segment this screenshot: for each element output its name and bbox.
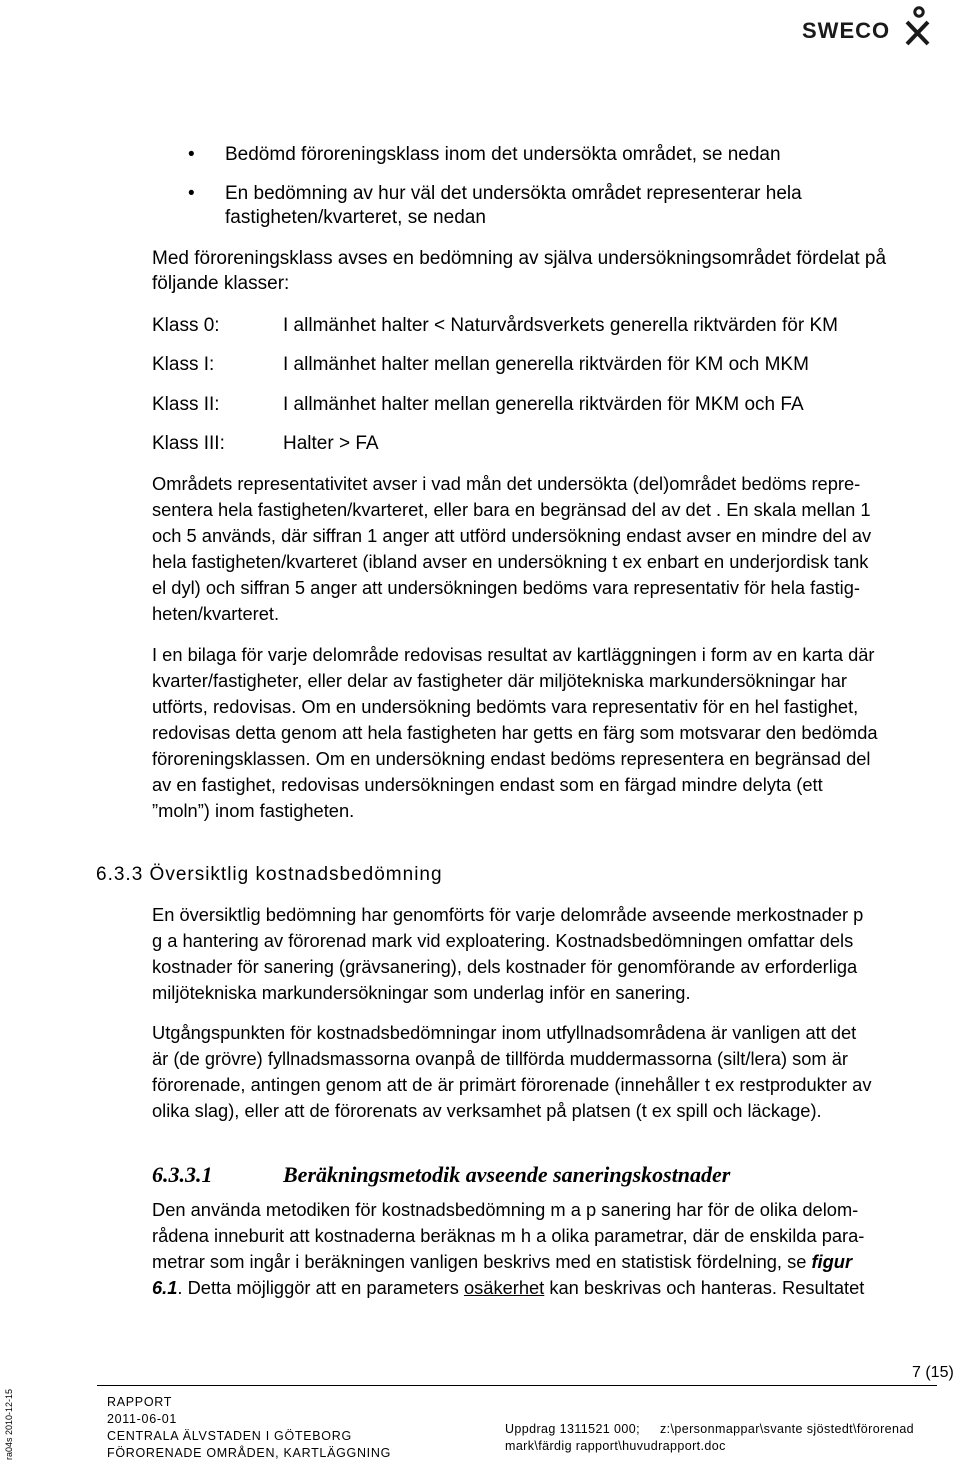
text-line: g a hantering av förorenad mark vid exploatering. Kostnadsbedömningen omfattar dels <box>152 930 854 951</box>
text-line <box>152 1249 952 1275</box>
footer-assignment: Uppdrag 1311521 000; <box>505 1422 640 1436</box>
side-template-mark: ra04s 2010-12-15 <box>4 1388 14 1460</box>
text-run: metrar som ingår i beräkningen vanligen beskrivs med en statistisk fördelning, se <box>152 1251 812 1272</box>
footer-subject: FÖRORENADE OMRÅDEN, KARTLÄGGNING <box>107 1446 392 1460</box>
page-number: 7 (15) <box>912 1364 954 1381</box>
text-line: el dyl) och siffran 5 anger att undersökningen bedöms vara representativ för hela fastig- <box>152 577 860 598</box>
sweco-mark-icon <box>902 6 932 46</box>
bullet-dot: • <box>188 183 195 204</box>
text-line: kostnader för sanering (grävsanering), dels kostnader för genomförande av erforderliga <box>152 956 858 977</box>
class-label: Klass I: <box>152 354 215 375</box>
text-line: och 5 används, där siffran 1 anger att utförd undersökning endast avser en mindre del av <box>152 525 872 546</box>
footer-divider <box>97 1385 937 1386</box>
text-line: I en bilaga för varje delområde redovisas resultat av kartläggningen i form av en karta där <box>152 644 875 665</box>
figure-reference[interactable]: figur <box>811 1251 853 1272</box>
text-line: rådena inneburit att kostnaderna beräknas m h a olika parametrar, där de enskilda para- <box>152 1225 865 1246</box>
subsection-number: 6.3.3.1 <box>152 1162 213 1187</box>
figure-reference[interactable]: 6.1 <box>152 1277 178 1298</box>
text-line: är (de grövre) fyllnadsmassorna ovanpå de tillförda muddermassorna (silt/lera) som är <box>152 1048 848 1069</box>
footer-doc-type: RAPPORT <box>107 1395 173 1409</box>
paragraph-starting-point <box>152 1020 952 1124</box>
bullet-dot: • <box>188 144 195 165</box>
text-line: hela fastigheten/kvarteret (ibland avser en undersökning t ex enbart en underjordisk tank <box>152 551 869 572</box>
underlined-term: osäkerhet <box>463 1277 545 1298</box>
text-line: miljötekniska markundersökningar som underlag inför en sanering. <box>152 982 691 1003</box>
footer-date: 2011-06-01 <box>107 1412 178 1426</box>
footer-project: CENTRALA ÄLVSTADEN I GÖTEBORG <box>107 1429 352 1443</box>
text-line: kvarter/fastigheter, eller delar av fastigheter där miljötekniska markundersökningar har <box>152 670 848 691</box>
class-description: I allmänhet halter mellan generella riktvärden för KM och MKM <box>283 354 809 375</box>
bullet-item: En bedömning av hur väl det undersökta området representerar hela <box>225 183 802 204</box>
paragraph-representativity <box>152 471 952 627</box>
class-label: Klass 0: <box>152 315 220 336</box>
text-run: kan beskrivas och hanteras. Resultatet <box>544 1277 865 1298</box>
footer-path-continued: mark\färdig rapport\huvudrapport.doc <box>505 1439 726 1453</box>
subsection-heading: Beräkningsmetodik avseende saneringskostnader <box>283 1162 731 1187</box>
text-run: . Detta möjliggör att en parameters <box>177 1277 464 1298</box>
footer-path: z:\personmappar\svante sjöstedt\förorenad <box>660 1422 915 1436</box>
text-line: Områdets representativitet avser i vad mån det undersökta (del)området bedöms repre- <box>152 473 861 494</box>
sweco-logo <box>802 6 932 48</box>
text-line: Den använda metodiken för kostnadsbedömning m a p sanering har för de olika delom- <box>152 1199 859 1220</box>
paragraph-cost-assessment <box>152 902 952 1006</box>
text-line: utförts, redovisas. Om en undersökning bedömts vara representativ för en hel fastighet, <box>152 696 859 717</box>
logo-text: SWECO <box>802 18 891 43</box>
text-line: förorenade, antingen genom att de är primärt förorenade (innehåller t ex restprodukter av <box>152 1074 872 1095</box>
intro-line: Med föroreningsklass avses en bedömning av själva undersökningsområdet fördelat på <box>152 248 887 269</box>
text-line: redovisas detta genom att hela fastigheten har getts en färg som motsvarar den bedömda <box>152 722 878 743</box>
text-line: föroreningsklassen. Om en undersökning endast bedöms representera en begränsad del <box>152 748 871 769</box>
paragraph-method <box>152 1197 952 1301</box>
text-line: sentera hela fastigheten/kvarteret, eller bara en begränsad del av det . En skala mellan 1 <box>152 499 871 520</box>
text-line: En översiktlig bedömning har genomförts för varje delområde avseende merkostnader p <box>152 904 864 925</box>
bullet-item: Bedömd föroreningsklass inom det undersökta området, se nedan <box>225 144 781 165</box>
bullet-item-continued: fastigheten/kvarteret, se nedan <box>225 207 486 228</box>
text-line: ”moln”) inom fastigheten. <box>152 800 355 821</box>
section-heading: 6.3.3 Översiktlig kostnadsbedömning <box>96 864 443 885</box>
text-line <box>152 1275 952 1301</box>
paragraph-map-appendix <box>152 642 957 824</box>
class-description: I allmänhet halter < Naturvårdsverkets generella riktvärden för KM <box>283 315 838 336</box>
class-description: Halter > FA <box>283 433 379 454</box>
class-label: Klass III: <box>152 433 225 454</box>
class-description: I allmänhet halter mellan generella riktvärden för MKM och FA <box>283 394 804 415</box>
text-line: heten/kvarteret. <box>152 603 280 624</box>
text-line: olika slag), eller att de förorenats av verksamhet på platsen (t ex spill och läckage). <box>152 1100 822 1121</box>
text-line: Utgångspunkten för kostnadsbedömningar inom utfyllnadsområdena är vanligen att det <box>152 1022 857 1043</box>
intro-line: följande klasser: <box>152 273 290 294</box>
text-line: av en fastighet, redovisas undersökningen endast som en färgad mindre delyta (ett <box>152 774 823 795</box>
class-label: Klass II: <box>152 394 220 415</box>
